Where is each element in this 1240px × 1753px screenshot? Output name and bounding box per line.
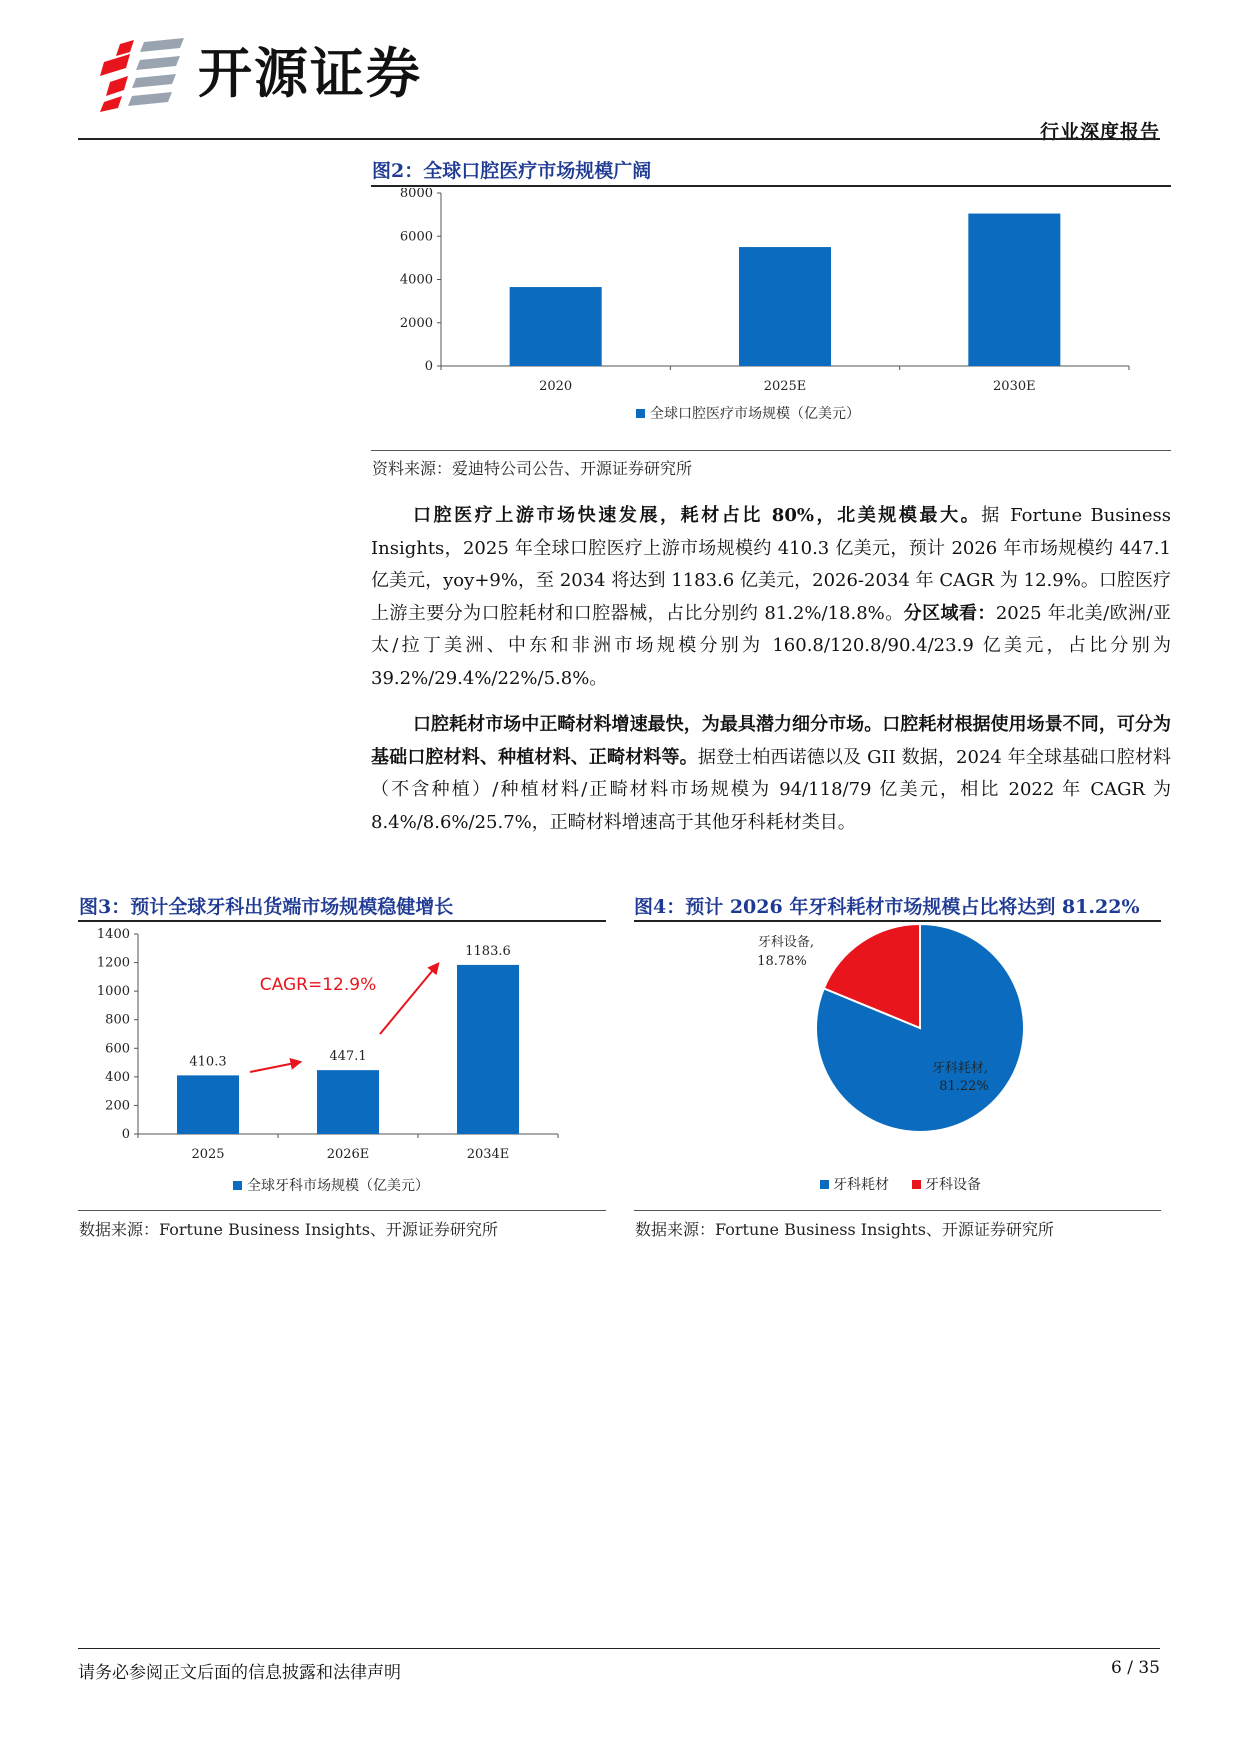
figure3-bottom-rule [78, 1210, 606, 1211]
y-tick-label: 1000 [96, 984, 130, 1000]
legend-label: 牙科耗材 [833, 1177, 889, 1193]
y-tick-label: 800 [105, 1012, 130, 1028]
x-tick-label: 2034E [466, 1147, 510, 1162]
footer-disclaimer: 请务必参阅正文后面的信息披露和法律声明 [78, 1663, 401, 1683]
paragraph2-lead: 口腔耗材市场中正畸材料增速最快，为最具潜力细分市场。口腔耗材根据使用场景不同，可分为基础口腔材料、种植材料、正畸材料等。 [371, 714, 1171, 768]
x-tick-label: 2025E [763, 379, 807, 394]
bar-2025E [739, 247, 831, 366]
figure2-title: 图2：全球口腔医疗市场规模广阔 [372, 160, 652, 182]
pie-label-pct: 81.22% [939, 1079, 989, 1094]
y-tick-label: 2000 [399, 315, 433, 331]
x-tick-label: 2030E [993, 379, 1036, 394]
pie-label-name: 牙科耗材, [931, 1061, 989, 1076]
x-tick-label: 2026E [326, 1147, 370, 1162]
bar-2026E [317, 1070, 379, 1134]
figure2-source: 资料来源：爱迪特公司公告、开源证券研究所 [372, 459, 693, 478]
data-label: 447.1 [329, 1049, 367, 1065]
figure4-title: 图4：预计 2026 年牙科耗材市场规模占比将达到 81.22% [634, 896, 1140, 918]
legend-label: 牙科设备 [925, 1177, 981, 1193]
footer-divider [78, 1648, 1160, 1649]
legend-swatch [233, 1181, 242, 1190]
growth-arrow-2 [380, 964, 438, 1034]
bar-2034E [457, 965, 519, 1134]
brand-logo-icon [100, 38, 190, 112]
pie-label-pct: 18.78% [757, 954, 807, 969]
figure2-bar-chart [371, 188, 1171, 450]
y-tick-label: 0 [424, 359, 433, 374]
x-tick-label: 2020 [539, 379, 573, 394]
growth-arrow-1 [250, 1062, 300, 1072]
figure3-bar-chart [78, 922, 606, 1210]
paragraph2-body: 据登士柏西诺德以及 GII 数据，2024 年全球基础口腔材料（不含种植）/种植材料/正畸材料市场规模为 94/118/79 亿美元，相比 2022 年 CAGR 为 8.4%/8.6%/25.7%，正畸材料增速高于其他牙科耗材类目。 [371, 746, 1172, 833]
pie-label-name: 牙科设备, [757, 935, 815, 950]
x-tick-label: 2025 [191, 1147, 225, 1162]
figure2-top-rule [371, 185, 1171, 187]
y-tick-label: 8000 [399, 188, 433, 201]
y-tick-label: 0 [121, 1127, 130, 1142]
y-tick-label: 200 [105, 1098, 130, 1114]
report-type: 行业深度报告 [1039, 121, 1160, 143]
figure2-bottom-rule [371, 450, 1171, 451]
y-tick-label: 1200 [96, 955, 130, 971]
y-tick-label: 400 [105, 1069, 130, 1085]
legend-label: 全球口腔医疗市场规模（亿美元） [650, 406, 860, 422]
paragraph1-lead: 口腔医疗上游市场快速发展，耗材占比 80%，北美规模最大。 [413, 505, 982, 526]
figure3-title: 图3：预计全球牙科出货端市场规模稳健增长 [79, 896, 454, 918]
page-number: 6 / 35 [1111, 1658, 1160, 1678]
brand-name: 开源证券 [198, 42, 422, 105]
figure4-pie-chart [634, 922, 1161, 1210]
y-tick-label: 600 [105, 1041, 130, 1057]
cagr-annotation: CAGR=12.9% [259, 975, 377, 995]
data-label: 1183.6 [465, 943, 511, 959]
legend-label: 全球牙科市场规模（亿美元） [247, 1178, 429, 1194]
figure3-source: 数据来源：Fortune Business Insights、开源证券研究所 [79, 1220, 498, 1239]
header-divider [78, 138, 1160, 140]
bar-2020 [510, 287, 602, 366]
paragraph-consumables [371, 709, 1171, 839]
y-tick-label: 1400 [96, 927, 130, 942]
figure4-source: 数据来源：Fortune Business Insights、开源证券研究所 [635, 1220, 1054, 1239]
bar-2025 [177, 1075, 239, 1134]
paragraph1-body2: 2025 年北美/欧洲/亚太/拉丁美洲、中东和非洲市场规模分别为 160.8/120.8/90.4/23.9 亿美元，占比分别为 39.2%/29.4%/22%/5.8%。 [371, 602, 1171, 689]
paragraph1-lead2: 分区域看： [903, 602, 996, 624]
paragraph1-body1: 据 Fortune Business Insights，2025 年全球口腔医疗上游市场规模约 410.3 亿美元，预计 2026 年市场规模约 447.1 亿美元，yoy+9%，至 2034 将达到 1183.6 亿美元，2026-2034 年 CAGR 为 12.9%。口腔医疗上游主要分为口腔耗材和口腔器械，占比分别约 81.2%/18.8%。 [371, 505, 1172, 624]
y-tick-label: 4000 [399, 272, 433, 288]
figure4-bottom-rule [634, 1210, 1161, 1211]
legend-swatch [636, 409, 645, 418]
bar-2030E [968, 214, 1060, 366]
paragraph-upstream-market [371, 500, 1171, 695]
data-label: 410.3 [189, 1054, 227, 1070]
y-tick-label: 6000 [399, 229, 433, 245]
legend-swatch [820, 1180, 829, 1189]
legend-swatch [912, 1180, 921, 1189]
